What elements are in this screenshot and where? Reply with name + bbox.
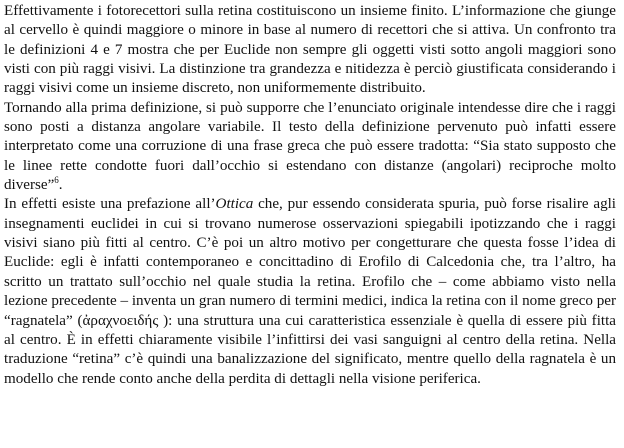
paragraph-3-start: In effetti esiste una prefazione all’ xyxy=(4,196,216,213)
paragraph-2 xyxy=(4,99,616,196)
ottica-title: Ottica xyxy=(215,196,254,213)
paragraph-3 xyxy=(4,195,616,388)
paragraph-1: Effettivamente i fotorecettori sulla retina costituiscono un insieme finito. L’informazione che giunge al cervello è quindi maggiore o minore in base al numero di recettori che si attiva. Un confronto tra le definizioni 4 e 7 mostra che per Euclide non sempre gli oggetti visti sotto angoli maggiori sono visti con più raggi visivi. La distinzione tra grandezza e nitidezza è perciò giustificata considerando i raggi visivi come un insieme discreto, non uniformemente distribuito. xyxy=(4,3,616,97)
paragraph-3-rest: che, pur essendo considerata spuria, può forse risalire agli insegnamenti euclidei in cui si trovano numerose osservazioni spiegabili ipotizzando che i raggi visivi siano più fitti al centro. C’è poi un altro motivo per congetturare che questa fosse l’idea di Euclide: egli è infatti contemporaneo e concittadino di Erofilo di Calcedonia che, tra l’altro, ha scritto un trattato sull’occhio nel quale studia la retina. Erofilo che – come abbiamo visto nella lezione precedente – inventa un gran numero di termini medici, indica la retina con il nome greco per “ragnatela” (ἀραχνοειδής ): una struttura una cui caratteristica essenziale è quella di essere più fitta al centro. È in effetti chiaramente visibile l’infittirsi dei vasi sanguigni al centro della retina. Nella traduzione “retina” c’è quindi una banalizzazione del significato, mentre quello della ragnatela è un modello che rende conto anche della perdita di dettagli nella visione periferica. xyxy=(4,196,616,387)
document-body xyxy=(4,2,616,389)
paragraph-2-end: . xyxy=(58,177,63,194)
paragraph-2-text: Tornando alla prima definizione, si può supporre che l’enunciato originale intendesse dire che i raggi sono posti a distanza angolare variabile. Il testo della definizione pervenuto può infatti essere interpretato come una corruzione di una frase greca che può essere tradotta: “Sia stato supposto che le linee rette condotte fuori dall’occhio si estendano con distanze (angolari) reciproche molto diverse” xyxy=(4,99,616,194)
footnote-marker[interactable]: 6 xyxy=(54,175,59,186)
